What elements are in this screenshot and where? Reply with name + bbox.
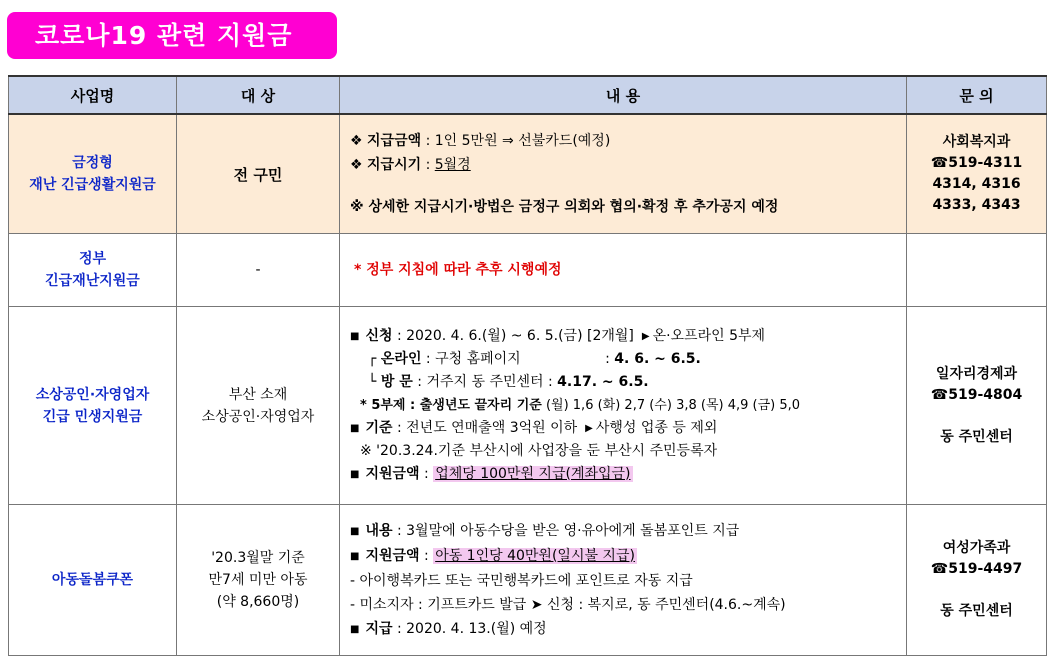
table-row [9,505,1047,656]
table-row [9,234,1047,307]
content-text: 5월경 [434,157,471,173]
program-name-line: 소상공인·자영업자 [35,386,150,403]
target-line: 부산 소재 [228,386,288,403]
content-text: 3월말에 아동수당을 받은 영·유아에게 돌봄포인트 지급 [406,522,740,539]
content-line [350,593,896,617]
square-bullet-icon: ■ [350,331,360,342]
content-text: - 미소지자 : 기프트카드 발급 [350,596,527,613]
content-label: 지급시기 [367,157,422,173]
diamond-bullet-icon: ❖ [350,133,363,149]
content-line: ■ 지원금액 : 아동 1인당 40만원(일시불 지급) [350,547,635,564]
content-note: ※ 상세한 지급시기·방법은 금정구 의회와 협의·확정 후 추가공지 예정 [350,199,779,215]
content-note: ※ '20.3.24.기준 부산시에 사업장을 둔 부산시 주민등록자 [360,443,718,459]
diamond-bullet-icon: ❖ [350,157,363,173]
arrow-right-icon: ➤ [530,596,543,613]
content-label: 기준 [365,420,393,436]
content-text: (월) 1,6 (화) 2,7 (수) 3,8 (목) 4,9 (금) 5,0 [545,398,801,413]
square-bullet-icon: ■ [350,550,360,562]
contact-line: 4333, 4343 [932,197,1021,213]
content-text: 거주지 동 주민센터 [426,374,544,390]
contact-cell [907,307,1047,505]
content-text: 2020. 4. 13.(월) 예정 [406,620,547,637]
contact-line: 4314, 4316 [932,176,1021,192]
content-line: ■ 신청 : 2020. 4. 6.(월) ~ 6. 5.(금) [2개월] ▶ 온·오프라인 5부제 [350,328,766,344]
contact-line: 일자리경제과 [935,365,1018,382]
contact-cell [907,505,1047,656]
content-label: * 5부제 : 출생년도 끝자리 기준 [360,398,542,413]
content-label: 지원금액 [365,466,420,482]
content-text: 온·오프라인 5부제 [652,328,766,344]
target-line: 만7세 미만 아동 [208,572,308,588]
corner-bracket-top-icon: ┌ [368,351,377,367]
content-line: ■ 지급 : 2020. 4. 13.(월) 예정 [350,620,547,637]
content-line [350,394,896,417]
target-cell [177,505,340,656]
content-date: 4. 6. ~ 6.5. [614,351,701,367]
program-name-line: 긴급재난지원금 [45,273,140,289]
header-content: 내 용 [340,76,907,114]
contact-line: 동 주민센터 [940,603,1013,619]
target-line: 전 구민 [233,165,283,184]
corner-bracket-bottom-icon: └ [368,374,377,390]
program-name-line: 긴급 민생지원금 [42,408,143,425]
contact-line: 동 주민센터 [940,428,1013,445]
target-cell [177,114,340,234]
content-line: ■ 지원금액 : 업체당 100만원 지급(계좌입금) [350,466,631,482]
table-row [9,114,1047,234]
content-text: 구청 홈페이지 [435,351,521,367]
program-name-line: 아동돌봄쿠폰 [51,572,134,588]
content-text: 전년도 연매출액 3억원 이하 [406,420,578,436]
content-line: ■ 내용 : 3월말에 아동수당을 받은 영·유아에게 돌봄포인트 지급 [350,522,740,539]
content-highlight: 업체당 100만원 지급(계좌입금) [435,466,631,482]
program-name [9,505,177,656]
program-name [9,114,177,234]
program-name-line: 정부 [78,251,107,267]
content-text: - 아이행복카드 또는 국민행복카드에 포인트로 자동 지급 [350,572,693,589]
content-label: 지급 [365,620,393,637]
content-date: 4.17. ~ 6.5. [557,374,649,390]
content-cell [340,114,907,234]
square-bullet-icon: ■ [350,623,360,635]
target-line: '20.3월말 기준 [211,550,305,566]
contact-cell [907,114,1047,234]
content-line: ┌ 온라인 : 구청 홈페이지 : 4. 6. ~ 6.5. [350,348,896,371]
content-label: 지급금액 [367,133,422,149]
content-label: 내용 [365,522,393,539]
table-header-row [9,76,1047,114]
contact-line: 여성가족과 [942,540,1011,556]
content-label: 신청 [365,328,393,344]
content-text: 신청 : 복지로, 동 주민센터(4.6.~계속) [546,596,786,613]
content-highlight: 아동 1인당 40만원(일시불 지급) [435,547,635,564]
target-cell [177,307,340,505]
content-line: ■ 기준 : 전년도 연매출액 3억원 이하 ▶ 사행성 업종 등 제외 [350,420,718,436]
target-cell [177,234,340,307]
content-line: └ 방 문 : 거주지 동 주민센터 : 4.17. ~ 6.5. [368,374,649,390]
content-cell [340,505,907,656]
triangle-right-icon: ▶ [641,331,650,342]
content-line: ❖ 지급금액 : 1인 5만원 ⇒ 선불카드(예정) [350,133,611,149]
content-label: 온라인 [380,351,422,367]
content-text: 1인 5만원 ⇒ 선불카드(예정) [434,133,611,149]
page-title: 코로나19 관련 지원금 [7,12,337,59]
program-name-line: 재난 긴급생활지원금 [29,177,156,193]
contact-line: ☎519-4311 [930,155,1023,171]
square-bullet-icon: ■ [350,423,360,434]
header-contact: 문 의 [907,76,1047,114]
square-bullet-icon: ■ [350,525,360,537]
target-line: (약 8,660명) [216,594,300,610]
program-name-line: 금정형 [72,155,113,171]
square-bullet-icon: ■ [350,469,360,480]
contact-line: 사회복지과 [942,134,1011,150]
content-label: 지원금액 [365,547,420,564]
contact-cell [907,234,1047,307]
header-target: 대 상 [177,76,340,114]
target-line: - [255,262,261,278]
header-program: 사업명 [9,76,177,114]
triangle-right-icon: ▶ [585,423,593,434]
content-note: * 정부 지침에 따라 추후 시행예정 [354,262,562,278]
program-name [9,234,177,307]
support-table [8,75,1047,656]
program-name [9,307,177,505]
contact-line: ☎519-4497 [930,561,1023,577]
content-cell [340,234,907,307]
table-row [9,307,1047,505]
content-cell [340,307,907,505]
content-label: 방 문 [380,374,413,390]
content-text: 사행성 업종 등 제외 [595,420,718,436]
contact-line: ☎519-4804 [930,386,1023,403]
content-line: ❖ 지급시기 : 5월경 [350,157,471,173]
target-line: 소상공인·자영업자 [201,408,315,425]
content-text: 2020. 4. 6.(월) ~ 6. 5.(금) [2개월] [406,328,634,344]
